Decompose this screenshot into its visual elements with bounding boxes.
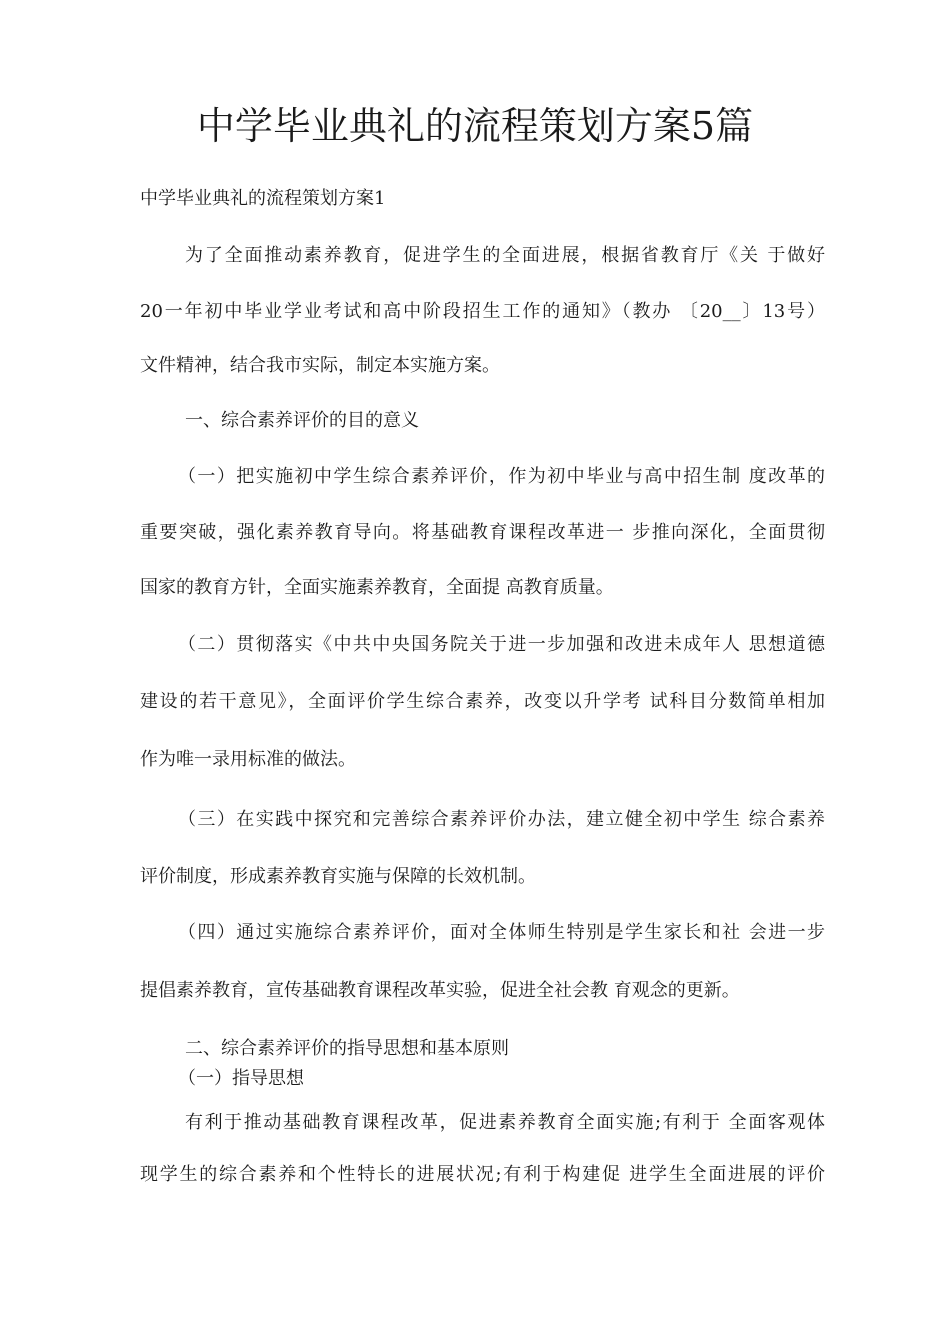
- subsection-heading: （一）指导思想: [178, 1068, 304, 1089]
- section-subtitle: 中学毕业典礼的流程策划方案1: [140, 188, 386, 209]
- paragraph-line: 20一年初中毕业学业考试和高中阶段招生工作的通知》（教办 〔20__〕13号）: [140, 301, 825, 322]
- section-heading: 二、综合素养评价的指导思想和基本原则: [185, 1038, 509, 1059]
- paragraph-line: 为了全面推动素养教育，促进学生的全面进展，根据省教育厅《关 于做好: [185, 245, 825, 266]
- paragraph-line: 现学生的综合素养和个性特长的进展状况;有利于构建促 进学生全面进展的评价: [140, 1164, 825, 1185]
- document-title: 中学毕业典礼的流程策划方案5篇: [196, 104, 754, 148]
- section-heading: 一、综合素养评价的目的意义: [185, 410, 419, 431]
- paragraph-line: （二）贯彻落实《中共中央国务院关于进一步加强和改进未成年人 思想道德: [178, 634, 825, 655]
- paragraph-line: 建设的若干意见》，全面评价学生综合素养，改变以升学考 试科目分数简单相加: [140, 691, 825, 712]
- paragraph-line: 有利于推动基础教育课程改革，促进素养教育全面实施;有利于 全面客观体: [185, 1112, 825, 1133]
- paragraph-line: 国家的教育方针，全面实施素养教育，全面提 高教育质量。: [140, 577, 614, 598]
- paragraph-line: （三）在实践中探究和完善综合素养评价办法，建立健全初中学生 综合素养: [178, 809, 825, 830]
- paragraph-line: 提倡素养教育，宣传基础教育课程改革实验，促进全社会教 育观念的更新。: [140, 980, 740, 1001]
- paragraph-line: （四）通过实施综合素养评价，面对全体师生特别是学生家长和社 会进一步: [178, 922, 825, 943]
- paragraph-line: （一）把实施初中学生综合素养评价，作为初中毕业与高中招生制 度改革的: [178, 466, 825, 487]
- paragraph-line: 评价制度，形成素养教育实施与保障的长效机制。: [140, 866, 536, 887]
- paragraph-line: 文件精神，结合我市实际，制定本实施方案。: [140, 355, 500, 376]
- paragraph-line: 作为唯一录用标准的做法。: [140, 749, 356, 770]
- paragraph-line: 重要突破，强化素养教育导向。将基础教育课程改革进一 步推向深化，全面贯彻: [140, 522, 825, 543]
